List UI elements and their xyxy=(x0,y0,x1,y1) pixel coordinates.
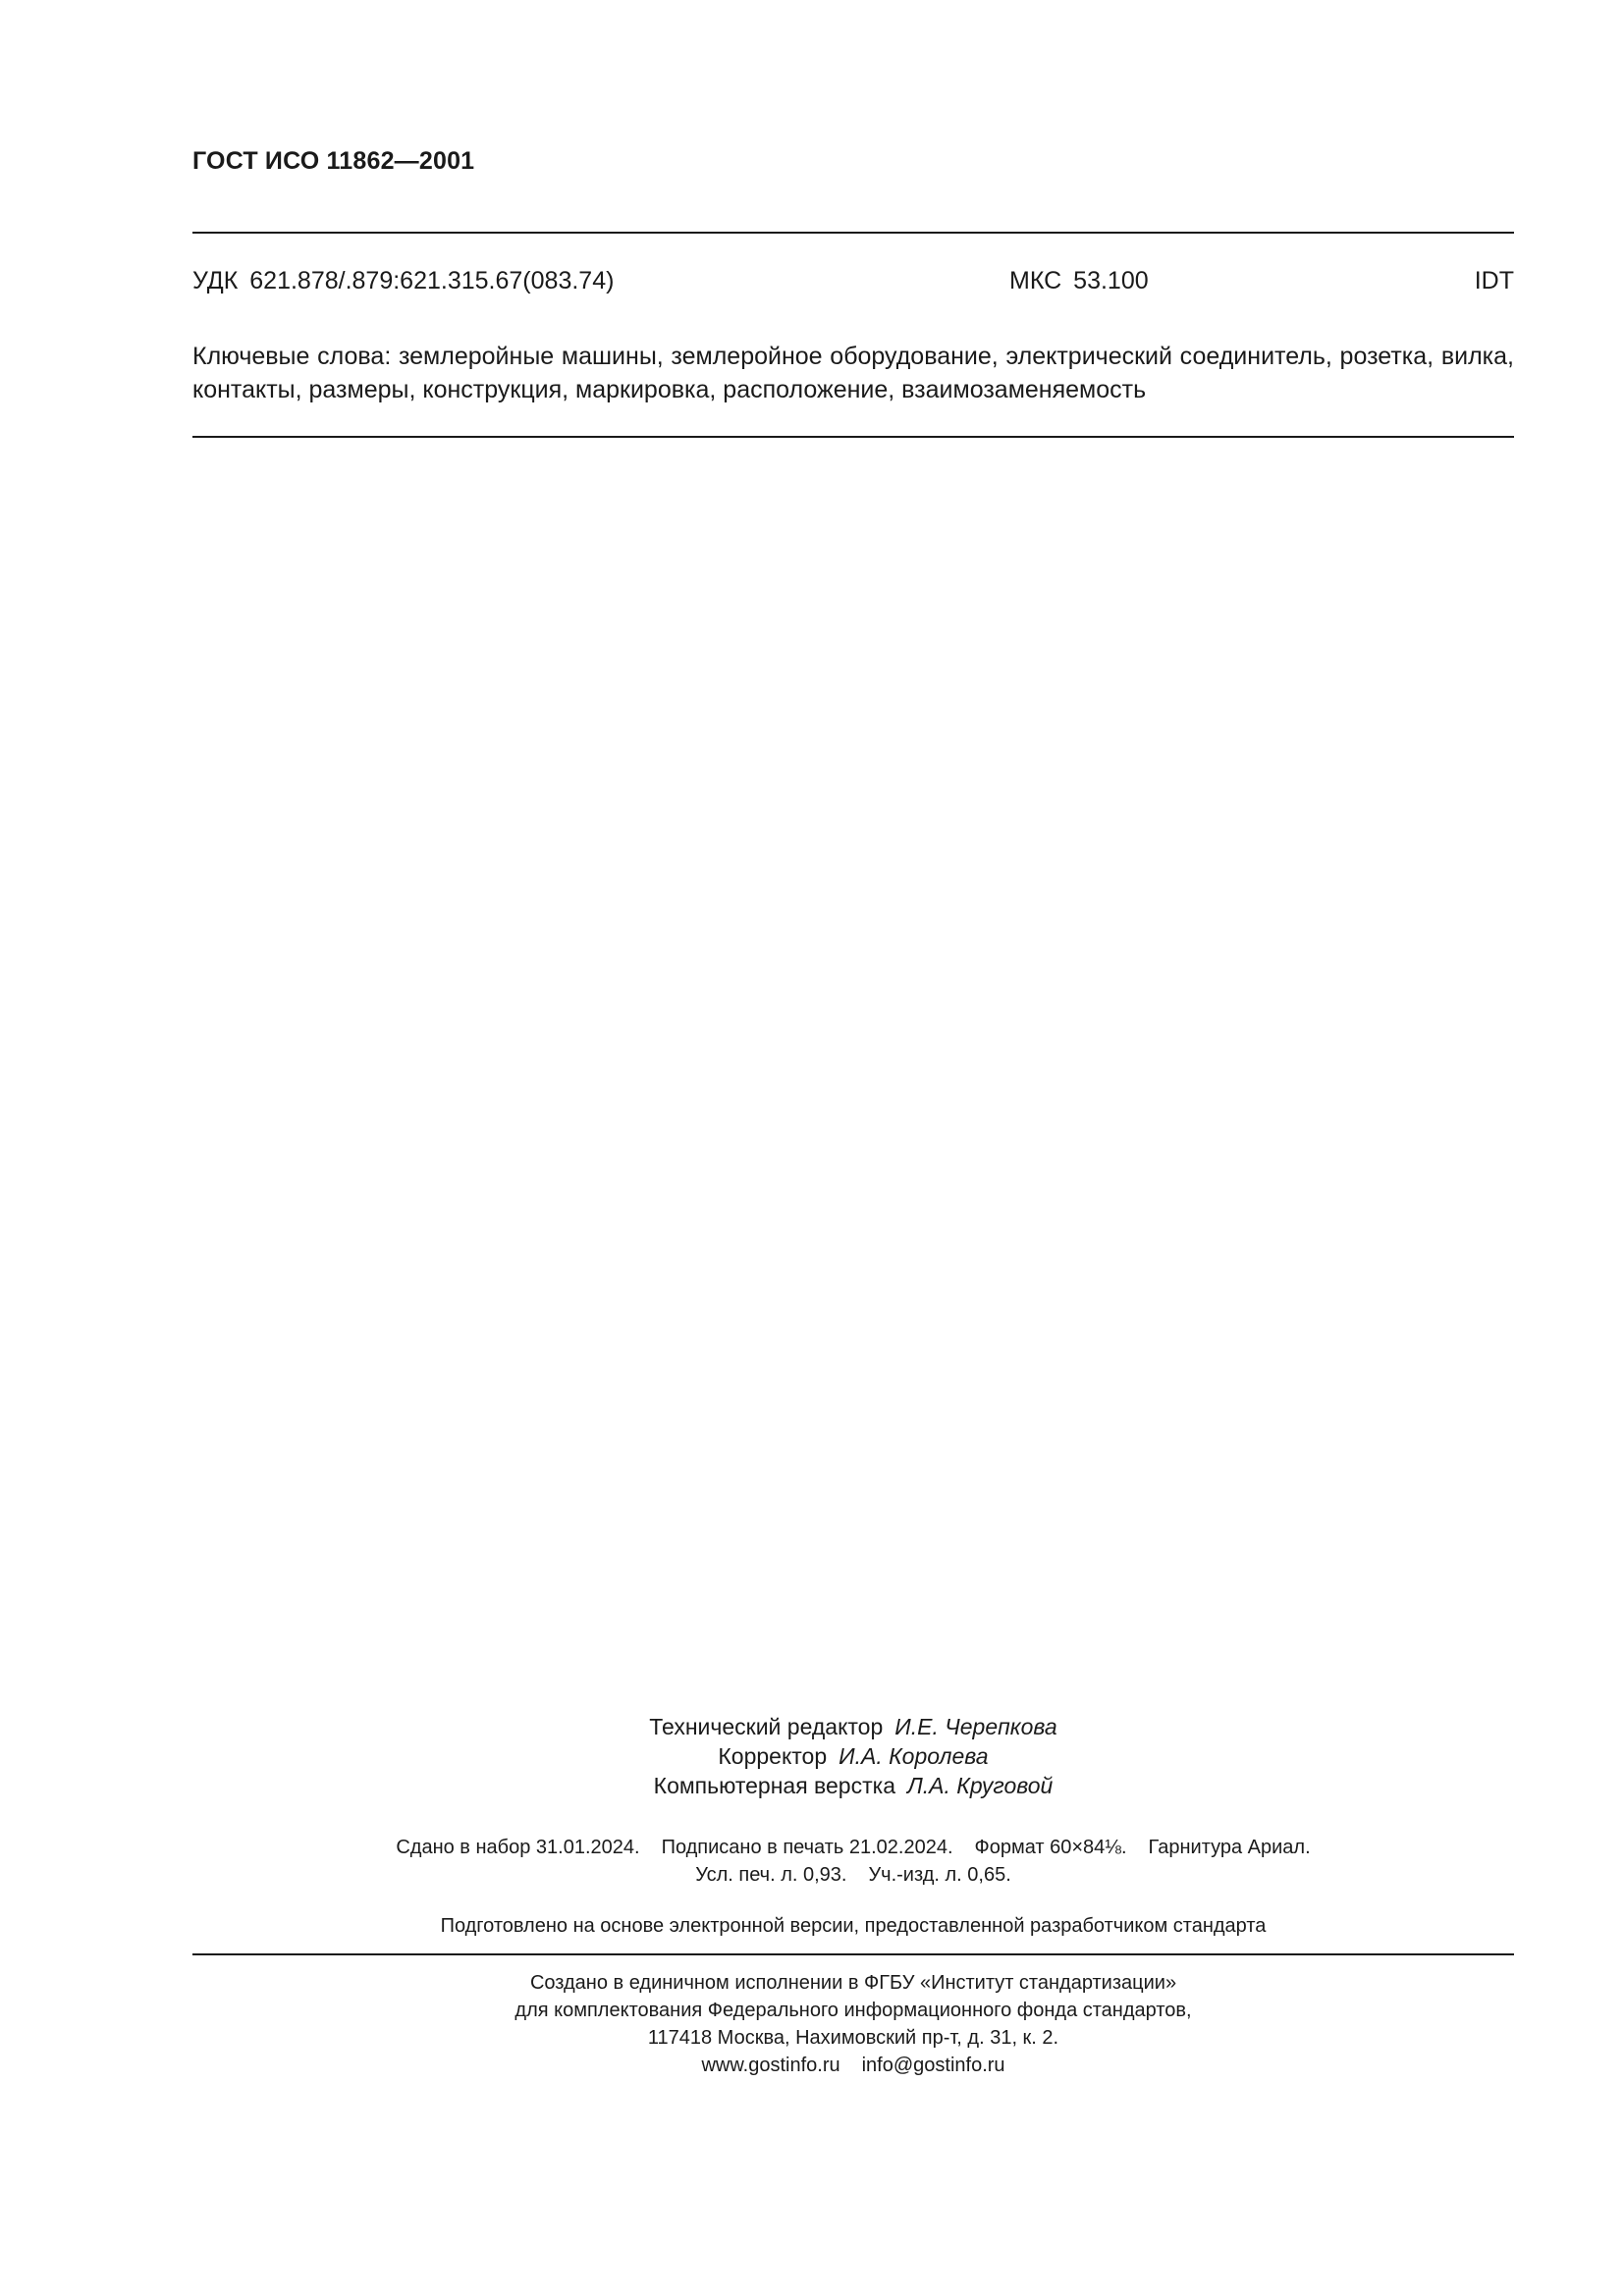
credit-name: И.А. Королева xyxy=(839,1743,989,1769)
publisher-address: 117418 Москва, Нахимовский пр-т, д. 31, к. 2. xyxy=(647,2027,1059,2049)
keywords-paragraph: Ключевые слова: землеройные машины, землеройное оборудование, электрический соединитель, розетка, вилка, контакты, размеры, конструкция, маркировка, расположение, взаимозаменяемость xyxy=(192,343,1514,403)
equivalence-degree: IDT xyxy=(1474,267,1514,294)
publisher-email-link[interactable]: info@gostinfo.ru xyxy=(861,2055,1005,2076)
credit-role: Корректор xyxy=(718,1743,828,1769)
top-divider xyxy=(192,232,1514,234)
paper-format: Формат 60×84⅛. xyxy=(974,1837,1127,1858)
credit-line-proofreader xyxy=(192,1741,1514,1771)
mks-label: МКС xyxy=(1009,267,1062,294)
credit-name: И.Е. Черепкова xyxy=(894,1714,1057,1739)
publisher-contacts xyxy=(192,2052,1514,2079)
credit-role: Компьютерная верстка xyxy=(653,1773,895,1798)
document-code: ГОСТ ИСО 11862—2001 xyxy=(192,147,475,175)
udk-code xyxy=(192,267,614,295)
print-info-block xyxy=(192,1834,1514,1889)
credit-line-tech-editor xyxy=(192,1712,1514,1741)
keywords-divider xyxy=(192,436,1514,438)
classification-row xyxy=(192,267,1514,300)
publishing-sheets: Уч.-изд. л. 0,65. xyxy=(868,1864,1011,1886)
print-info-line-1 xyxy=(192,1834,1514,1861)
signed-date: Подписано в печать 21.02.2024. xyxy=(661,1837,953,1858)
typeset-date: Сдано в набор 31.01.2024. xyxy=(396,1837,640,1858)
credit-name: Л.А. Круговой xyxy=(907,1773,1054,1798)
publisher-website-link[interactable]: www.gostinfo.ru xyxy=(701,2055,840,2076)
bottom-divider xyxy=(192,1953,1514,1955)
udk-value: 621.878/.879:621.315.67(083.74) xyxy=(249,267,615,294)
typeface: Гарнитура Ариал. xyxy=(1148,1837,1311,1858)
prepared-note: Подготовлено на основе электронной версии, предоставленной разработчиком стандарта xyxy=(440,1915,1267,1937)
credit-line-layout xyxy=(192,1771,1514,1800)
printed-sheets: Усл. печ. л. 0,93. xyxy=(695,1864,847,1886)
mks-code xyxy=(1009,267,1149,295)
publisher-line-1: Создано в единичном исполнении в ФГБУ «Институт стандартизации» xyxy=(529,1972,1177,1994)
publisher-line-2: для комплектования Федерального информационного фонда стандартов, xyxy=(514,2000,1192,2021)
credits-block xyxy=(192,1712,1514,1800)
mks-value: 53.100 xyxy=(1073,267,1149,294)
udk-label: УДК xyxy=(192,267,239,294)
print-info-line-2 xyxy=(192,1861,1514,1889)
publisher-block xyxy=(192,1969,1514,2079)
credit-role: Технический редактор xyxy=(649,1714,884,1739)
